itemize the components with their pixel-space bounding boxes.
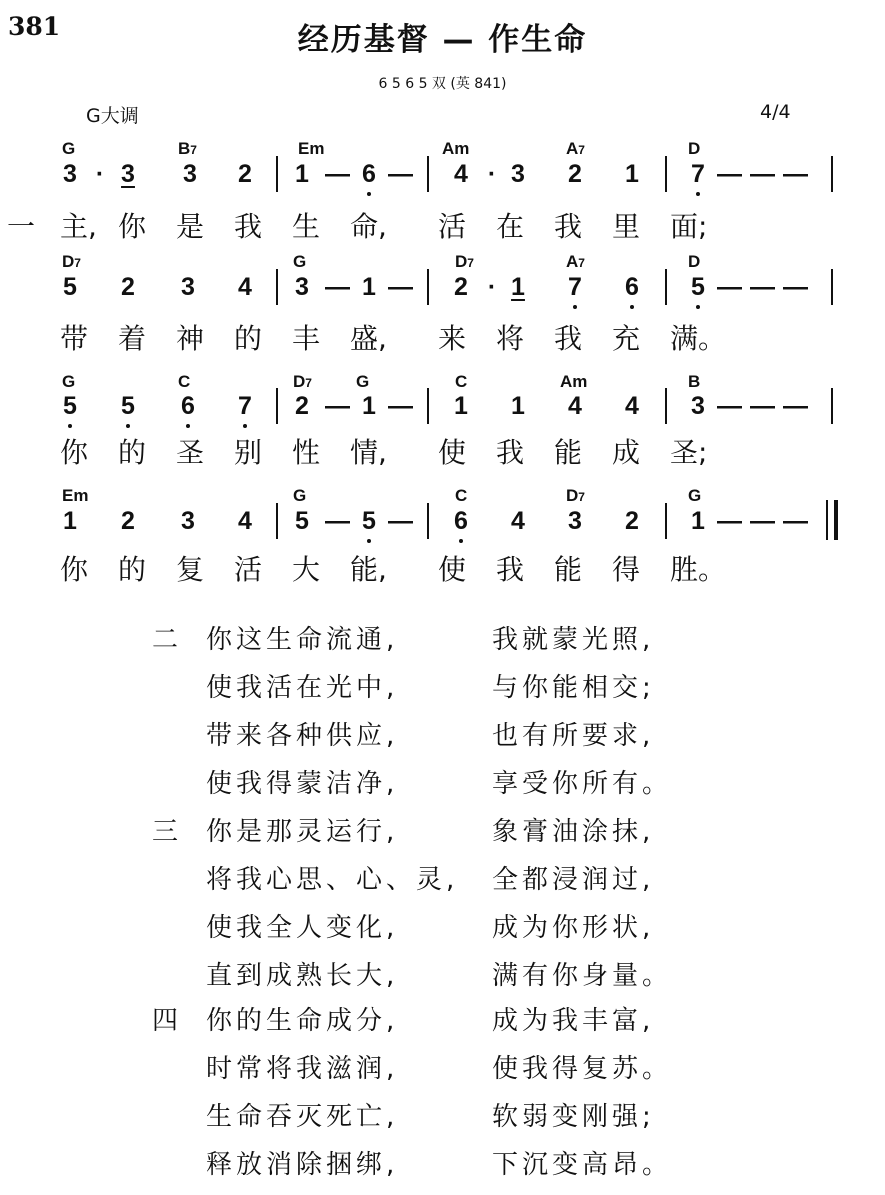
verse-line-first: 使我全人变化, (206, 913, 399, 943)
note: 7 (233, 392, 257, 420)
lyric-syllable: 盛, (350, 322, 387, 355)
chord-symbol: C (178, 372, 191, 391)
hymn-number: 381 (8, 12, 61, 41)
dot-mark: · (95, 160, 105, 188)
chord-symbol (566, 140, 585, 159)
lyric-syllable: 充 (612, 322, 641, 355)
note: 5 (116, 392, 140, 420)
verse-line-first: 使我活在光中, (206, 673, 399, 703)
barline (276, 269, 278, 305)
hymn-title: 经历基督 — 作生命 (297, 22, 588, 58)
barline (276, 388, 278, 424)
duration-dash: — (388, 507, 413, 535)
dot-mark: · (487, 273, 497, 301)
lyric-syllable: 是 (176, 210, 205, 243)
note: 5 (58, 392, 82, 420)
note: 6 (357, 160, 381, 188)
chord-symbol: D (688, 252, 701, 271)
note: 2 (238, 160, 252, 188)
verse-line-second: 成为你形状, (492, 913, 655, 943)
chord-symbol: D (688, 139, 701, 158)
duration-dash: — (750, 507, 775, 535)
verse-line-second: 使我得复苏。 (492, 1054, 673, 1084)
note: 5 (63, 273, 77, 301)
verse-line-first: 你的生命成分, (206, 1006, 399, 1036)
lyric-syllable: 情, (350, 436, 387, 469)
barline (427, 503, 429, 539)
duration-dash: — (325, 160, 350, 188)
dot-mark: · (487, 160, 497, 188)
final-barline (834, 500, 838, 540)
lyric-syllable: 我 (496, 553, 525, 586)
duration-dash: — (325, 273, 350, 301)
verse-line-second: 满有你身量。 (492, 961, 673, 991)
verse-number: 三 (152, 817, 179, 847)
note: 6 (176, 392, 200, 420)
barline (427, 269, 429, 305)
note: 7 (686, 160, 710, 188)
verse-line-first: 带来各种供应, (206, 721, 399, 751)
lyric-syllable: 圣 (176, 436, 205, 469)
meter-info: 6 5 6 5 双 (英 841) (378, 76, 507, 92)
lyric-syllable: 你 (118, 210, 147, 243)
duration-dash: — (717, 392, 742, 420)
chord-symbol: G (356, 372, 370, 391)
duration-dash: — (783, 160, 808, 188)
chord-extension: 7 (190, 143, 197, 157)
duration-dash: — (783, 392, 808, 420)
chord-root: A (566, 139, 579, 158)
note: 2 (454, 273, 468, 301)
note: 3 (121, 160, 135, 188)
verse-line-first: 时常将我滋润, (206, 1054, 399, 1084)
lyric-syllable: 你 (60, 553, 89, 586)
barline (427, 388, 429, 424)
note: 1 (625, 160, 639, 188)
lyric-syllable: 圣; (670, 436, 708, 469)
note: 6 (620, 273, 644, 301)
note: 6 (449, 507, 473, 535)
chord-symbol: Am (442, 139, 470, 158)
verse-number: 二 (152, 625, 179, 655)
note: 3 (181, 273, 195, 301)
note: 1 (295, 160, 309, 188)
barline (665, 269, 667, 305)
note: 3 (691, 392, 705, 420)
lyric-syllable: 的 (234, 322, 263, 355)
lyric-syllable: 的 (118, 553, 147, 586)
verse-line-first: 你这生命流通, (206, 625, 399, 655)
duration-dash: — (750, 273, 775, 301)
lyric-syllable: 丰 (292, 322, 321, 355)
lyric-syllable: 主, (60, 210, 97, 243)
lyric-syllable: 在 (496, 210, 525, 243)
verse-line-first: 直到成熟长大, (206, 961, 399, 991)
lyric-syllable: 带 (60, 322, 89, 355)
verse-line-second: 象膏油涂抹, (492, 817, 655, 847)
note: 2 (295, 392, 309, 420)
duration-dash: — (388, 273, 413, 301)
barline (665, 388, 667, 424)
note: 4 (238, 507, 252, 535)
barline (276, 156, 278, 192)
chord-extension: 7 (305, 376, 312, 390)
lyric-syllable: 活 (438, 210, 467, 243)
lyric-syllable: 性 (292, 436, 321, 469)
note: 1 (691, 507, 705, 535)
note: 4 (568, 392, 582, 420)
verse-line-first: 释放消除捆绑, (206, 1150, 399, 1180)
lyric-syllable: 能, (350, 553, 387, 586)
note: 2 (121, 273, 135, 301)
barline (831, 156, 833, 192)
lyric-syllable: 我 (496, 436, 525, 469)
chord-root: D (455, 252, 468, 271)
barline (665, 503, 667, 539)
lyric-syllable: 满。 (670, 322, 727, 355)
barline (831, 269, 833, 305)
note: 1 (454, 392, 468, 420)
lyric-syllable: 的 (118, 436, 147, 469)
verse-line-second: 我就蒙光照, (492, 625, 655, 655)
chord-extension: 7 (578, 490, 585, 504)
note: 3 (183, 160, 197, 188)
chord-symbol: G (688, 486, 702, 505)
final-barline (826, 500, 828, 540)
chord-symbol: Em (298, 139, 325, 158)
lyric-syllable: 别 (234, 436, 263, 469)
duration-dash: — (717, 160, 742, 188)
chord-extension: 7 (74, 256, 81, 270)
duration-dash: — (783, 273, 808, 301)
time-signature: 4/4 (760, 101, 791, 123)
note: 2 (625, 507, 639, 535)
chord-symbol (566, 253, 585, 272)
lyric-syllable: 里 (612, 210, 641, 243)
note: 5 (357, 507, 381, 535)
lyric-syllable: 神 (176, 322, 205, 355)
lyric-syllable: 胜。 (670, 553, 727, 586)
chord-symbol (566, 487, 585, 506)
chord-symbol: G (62, 139, 76, 158)
lyric-syllable: 得 (612, 553, 641, 586)
verse-line-first: 将我心思、心、灵, (206, 865, 459, 895)
lyric-syllable: 我 (554, 210, 583, 243)
duration-dash: — (388, 160, 413, 188)
lyric-syllable: 生 (292, 210, 321, 243)
duration-dash: — (750, 392, 775, 420)
lyric-syllable: 一 (7, 210, 36, 243)
chord-symbol: G (293, 252, 307, 271)
note: 4 (454, 160, 468, 188)
verse-line-second: 下沉变高昂。 (492, 1150, 673, 1180)
lyric-syllable: 来 (438, 322, 467, 355)
lyric-syllable: 我 (234, 210, 263, 243)
verse-line-first: 你是那灵运行, (206, 817, 399, 847)
chord-symbol: Am (560, 372, 588, 391)
lyric-syllable: 大 (292, 553, 321, 586)
lyric-syllable: 你 (60, 436, 89, 469)
verse-line-second: 与你能相交; (492, 673, 655, 703)
chord-extension: 7 (578, 256, 585, 270)
chord-root: A (566, 252, 579, 271)
lyric-syllable: 使 (438, 436, 467, 469)
duration-dash: — (388, 392, 413, 420)
chord-symbol: Em (62, 486, 89, 505)
barline (427, 156, 429, 192)
chord-root: B (178, 139, 191, 158)
duration-dash: — (717, 507, 742, 535)
chord-symbol: G (62, 372, 76, 391)
barline (665, 156, 667, 192)
note: 4 (238, 273, 252, 301)
note: 1 (511, 392, 525, 420)
note: 1 (511, 273, 525, 301)
lyric-syllable: 活 (234, 553, 263, 586)
note: 1 (362, 273, 376, 301)
chord-symbol: C (455, 486, 468, 505)
verse-line-first: 使我得蒙洁净, (206, 769, 399, 799)
duration-dash: — (325, 507, 350, 535)
note: 3 (295, 273, 309, 301)
duration-dash: — (325, 392, 350, 420)
key-signature: G大调 (86, 105, 139, 127)
chord-symbol (293, 373, 312, 392)
lyric-syllable: 使 (438, 553, 467, 586)
chord-root: D (62, 252, 75, 271)
duration-dash: — (783, 507, 808, 535)
lyric-syllable: 面; (670, 210, 708, 243)
note: 1 (362, 392, 376, 420)
verse-line-first: 生命吞灭死亡, (206, 1102, 399, 1132)
chord-symbol: B (688, 372, 701, 391)
note: 5 (295, 507, 309, 535)
note: 3 (511, 160, 525, 188)
note: 3 (181, 507, 195, 535)
lyric-syllable: 将 (496, 322, 525, 355)
note: 7 (563, 273, 587, 301)
note: 4 (625, 392, 639, 420)
chord-symbol (455, 253, 474, 272)
lyric-syllable: 能 (554, 436, 583, 469)
duration-dash: — (717, 273, 742, 301)
note: 3 (568, 507, 582, 535)
chord-symbol (62, 253, 81, 272)
note: 1 (63, 507, 77, 535)
note: 2 (568, 160, 582, 188)
verse-line-second: 也有所要求, (492, 721, 655, 751)
verse-line-second: 全都浸润过, (492, 865, 655, 895)
verse-number: 四 (152, 1006, 179, 1036)
lyric-syllable: 我 (554, 322, 583, 355)
verse-line-second: 成为我丰富, (492, 1006, 655, 1036)
lyric-syllable: 能 (554, 553, 583, 586)
chord-symbol: G (293, 486, 307, 505)
note: 5 (686, 273, 710, 301)
lyric-syllable: 成 (612, 436, 641, 469)
chord-extension: 7 (578, 143, 585, 157)
lyric-syllable: 着 (118, 322, 147, 355)
verse-line-second: 软弱变刚强; (492, 1102, 655, 1132)
lyric-syllable: 复 (176, 553, 205, 586)
note: 3 (63, 160, 77, 188)
note: 2 (121, 507, 135, 535)
lyric-syllable: 命, (350, 210, 387, 243)
chord-symbol: C (455, 372, 468, 391)
barline (276, 503, 278, 539)
chord-symbol (178, 140, 197, 159)
verse-line-second: 享受你所有。 (492, 769, 673, 799)
chord-root: D (566, 486, 579, 505)
chord-root: D (293, 372, 306, 391)
chord-extension: 7 (467, 256, 474, 270)
barline (831, 388, 833, 424)
note: 4 (511, 507, 525, 535)
duration-dash: — (750, 160, 775, 188)
